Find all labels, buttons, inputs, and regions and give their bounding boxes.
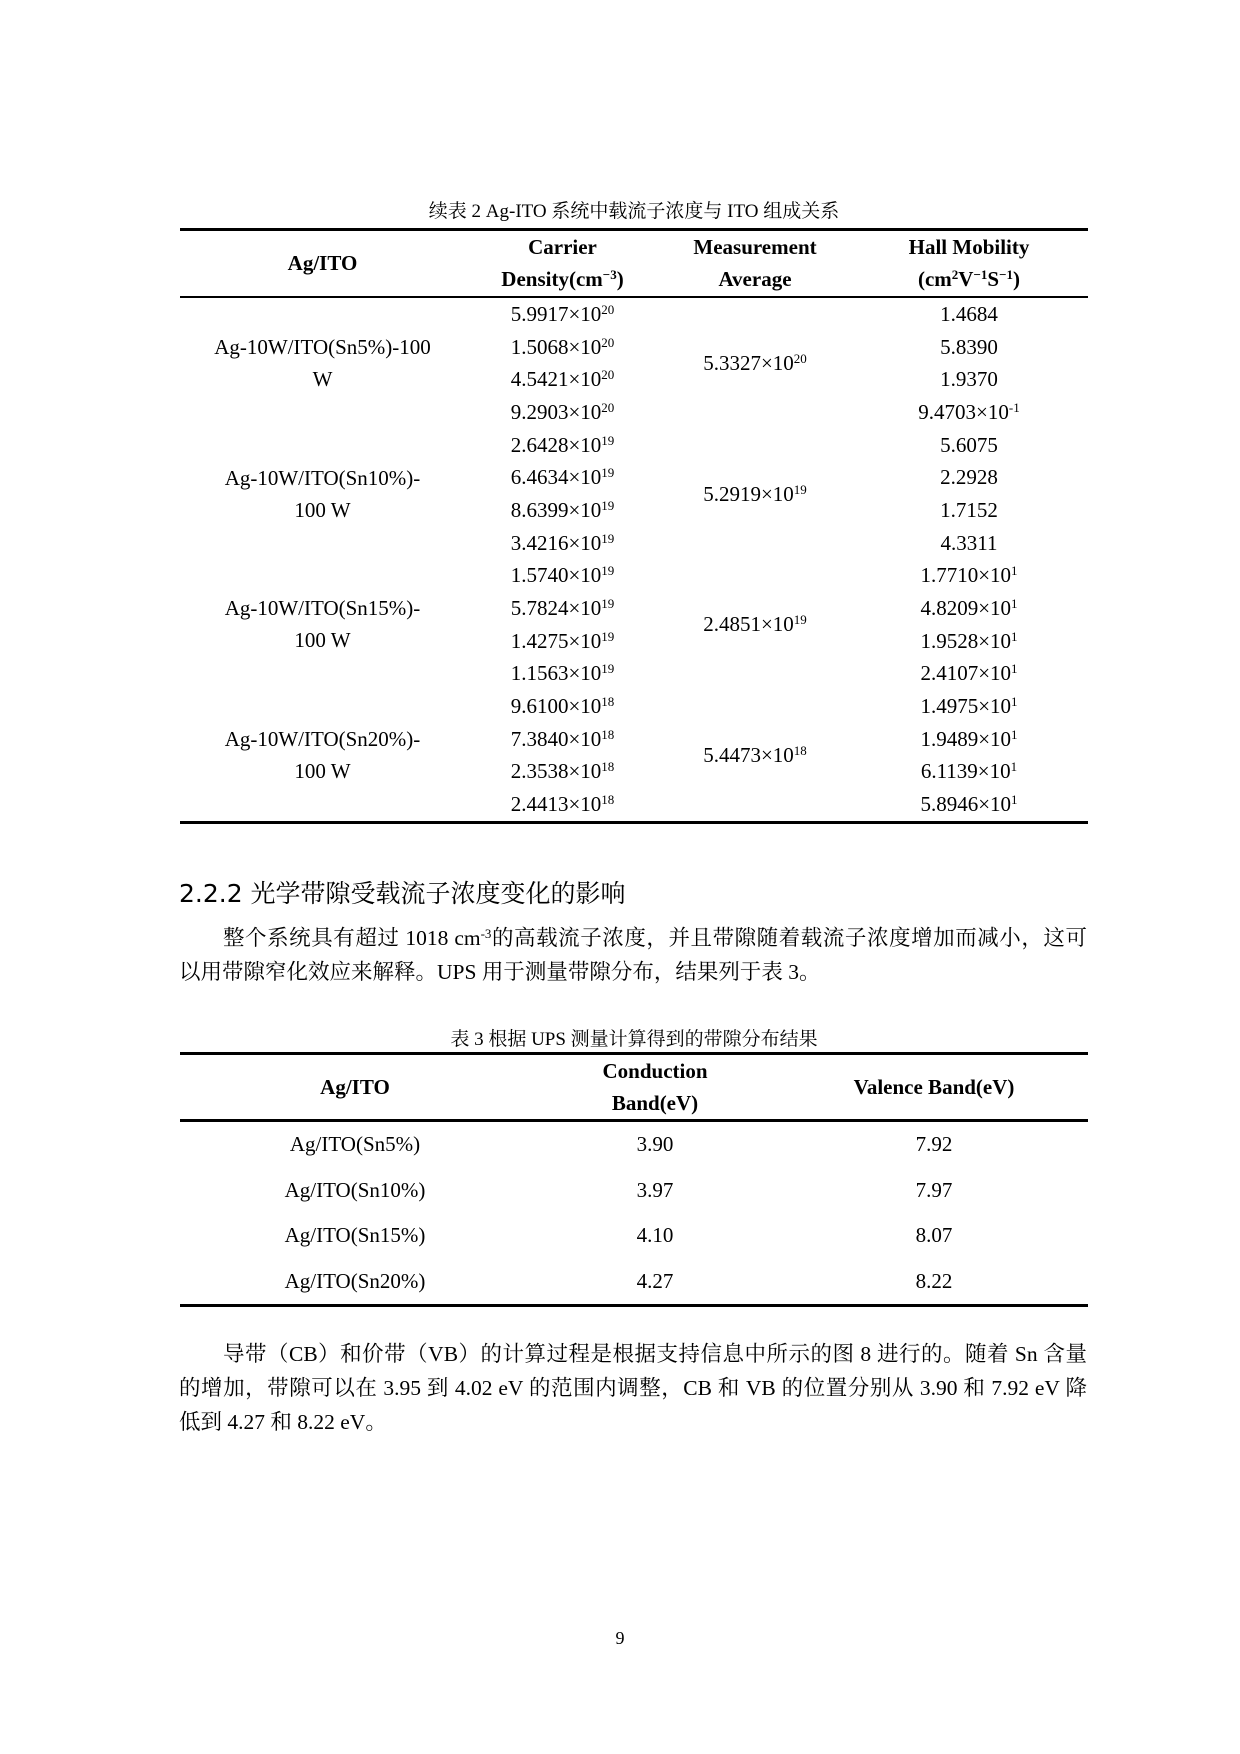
- hall-mobility-cell: [850, 396, 1088, 429]
- mantissa: 5.2919×10: [703, 481, 794, 506]
- exponent: -1: [1008, 399, 1020, 415]
- hall-mobility-cell: [850, 592, 1088, 625]
- measurement-average-cell: [660, 690, 850, 822]
- sample-line2: 100 W: [294, 497, 351, 522]
- sample-cell: Ag/ITO(Sn15%): [284, 1223, 426, 1248]
- carrier-density-cell: [465, 624, 660, 657]
- table-header-row: [180, 230, 1088, 297]
- hall-mobility-cell: [850, 330, 1088, 363]
- conduction-band-cell: 3.97: [636, 1177, 674, 1202]
- sample-line1: Ag-10W/ITO(Sn20%)-: [224, 727, 421, 752]
- mantissa: 5.8390: [940, 334, 998, 359]
- carrier-density-cell: [465, 396, 660, 429]
- hall-mobility-cell: [850, 559, 1088, 592]
- hall-mobility-cell: [850, 657, 1088, 690]
- hall-mobility-cell: [850, 755, 1088, 788]
- mantissa: 5.3327×10: [703, 350, 794, 375]
- mantissa: 5.9917×10: [510, 301, 602, 326]
- exponent: 1: [1011, 628, 1018, 644]
- sample-cell: [180, 690, 465, 822]
- hall-mobility-cell: [850, 428, 1088, 461]
- carrier-density-cell: [465, 461, 660, 494]
- carrier-density-cell: [465, 526, 660, 559]
- mantissa: 6.1139×10: [920, 759, 1011, 784]
- mantissa: 1.4975×10: [920, 694, 1012, 719]
- sample-line1: Ag-10W/ITO(Sn5%)-100: [214, 334, 431, 359]
- header-ag-ito: Ag/ITO: [320, 1075, 390, 1099]
- sample-cell: [180, 559, 465, 690]
- exponent: 19: [601, 465, 615, 481]
- mantissa: 8.6399×10: [510, 497, 602, 522]
- mantissa: 5.4473×10: [703, 743, 794, 768]
- carrier-density-cell: [465, 755, 660, 788]
- exponent: 1: [1011, 694, 1018, 710]
- mantissa: 9.2903×10: [510, 399, 602, 424]
- conduction-band-cell: 4.27: [636, 1268, 674, 1293]
- mantissa: 1.9370: [940, 367, 998, 392]
- exponent: 1: [1011, 661, 1018, 677]
- mantissa: 4.8209×10: [920, 596, 1012, 621]
- table2-caption: 续表 2 Ag-ITO 系统中载流子浓度与 ITO 组成关系: [428, 201, 840, 222]
- valence-band-cell: 8.22: [915, 1268, 953, 1293]
- sample-cell: Ag/ITO(Sn10%): [284, 1177, 426, 1202]
- exponent: 20: [601, 334, 615, 350]
- header-conduction-band: Conduction Band(eV): [602, 1059, 708, 1115]
- sample-line1: Ag-10W/ITO(Sn10%)-: [224, 465, 421, 490]
- exponent: 19: [601, 563, 615, 579]
- table3-caption: 表 3 根据 UPS 测量计算得到的带隙分布结果: [450, 1029, 818, 1050]
- mantissa: 1.9528×10: [920, 628, 1012, 653]
- header-measurement-average: Measurement Average: [693, 235, 817, 292]
- exponent: 19: [601, 596, 615, 612]
- exponent: 1: [1011, 792, 1018, 808]
- exponent: 19: [601, 497, 615, 513]
- mantissa: 2.2928: [940, 465, 998, 490]
- sample-cell: [180, 297, 465, 429]
- carrier-density-cell: [465, 559, 660, 592]
- exponent: 19: [601, 628, 615, 644]
- measurement-average-cell: [660, 428, 850, 559]
- exponent: 1: [1011, 726, 1018, 742]
- carrier-density-cell: [465, 657, 660, 690]
- exponent: 19: [601, 661, 615, 677]
- mantissa: 9.6100×10: [510, 694, 602, 719]
- sample-line2: 100 W: [294, 759, 351, 784]
- header-carrier-density: Carrier $Density(cm^{-3})$: [501, 235, 624, 292]
- table-row: [180, 690, 1088, 723]
- hall-mobility-cell: [850, 526, 1088, 559]
- header-ag-ito: Ag/ITO: [287, 251, 358, 276]
- mantissa: 2.4851×10: [703, 612, 794, 637]
- hall-mobility-cell: [850, 461, 1088, 494]
- mantissa: 4.3311: [940, 530, 998, 555]
- carrier-density-cell: [465, 428, 660, 461]
- carrier-density-cell: [465, 788, 660, 822]
- table-row: [180, 1121, 1088, 1168]
- mantissa: 1.4684: [940, 301, 998, 326]
- sample-cell: Ag/ITO(Sn20%): [284, 1268, 426, 1293]
- conduction-band-cell: 3.90: [636, 1132, 674, 1157]
- mantissa: 1.7710×10: [920, 563, 1012, 588]
- exponent: 1: [1010, 759, 1018, 775]
- mantissa: 5.8946×10: [920, 792, 1012, 817]
- table-row: [180, 1168, 1088, 1214]
- mantissa: 1.5068×10: [510, 334, 602, 359]
- hall-mobility-cell: [850, 788, 1088, 822]
- mantissa: 2.6428×10: [510, 432, 602, 457]
- mantissa: 5.6075: [940, 432, 998, 457]
- mantissa: 6.4634×10: [510, 465, 602, 490]
- table-row: [180, 1259, 1088, 1306]
- mantissa: 2.3538×10: [510, 759, 602, 784]
- paragraph-1: 整个系统具有超过 1018 $cm^{-3}$的高载流子浓度，并且带隙随着载流子浓度增加而减小，这可以用带隙窄化效应来解释。UPS 用于测量带隙分布，结果列于表 3。: [179, 926, 1087, 984]
- table-row: [180, 428, 1088, 461]
- measurement-average-cell: [660, 559, 850, 690]
- carrier-density-cell: [465, 297, 660, 331]
- paragraph-2: 导带（CB）和价带（VB）的计算过程是根据支持信息中所示的图 8 进行的。随着 Sn 含量的增加，带隙可以在 3.95 到 4.02 eV 的范围内调整，CB 和 VB 的位置分别从 3.90 和 7.92 eV 降低到 4.27 和 8.22 eV。: [179, 1342, 1087, 1434]
- exponent: 20: [601, 301, 615, 317]
- hall-mobility-cell: [850, 494, 1088, 527]
- mantissa: 1.7152: [940, 497, 998, 522]
- table-row: [180, 559, 1088, 592]
- header-hall-mobility: Hall Mobility $(cm^2V^{-1}S^{-1})$: [908, 235, 1030, 292]
- mantissa: 9.4703×10: [918, 399, 1009, 424]
- hall-mobility-cell: [850, 722, 1088, 755]
- measurement-average-cell: [660, 297, 850, 429]
- sample-cell: [180, 428, 465, 559]
- band-gap-table: [180, 1052, 1088, 1307]
- sample-cell: Ag/ITO(Sn5%): [289, 1132, 421, 1157]
- table-row: [180, 297, 1088, 331]
- carrier-density-cell: [465, 690, 660, 723]
- exponent: 19: [601, 530, 615, 546]
- mantissa: 5.7824×10: [510, 596, 602, 621]
- mantissa: 1.1563×10: [510, 661, 602, 686]
- exponent: 19: [793, 481, 807, 497]
- mantissa: 4.5421×10: [510, 367, 602, 392]
- mantissa: 7.3840×10: [510, 726, 602, 751]
- exponent: 18: [601, 759, 615, 775]
- table-row: [180, 1213, 1088, 1259]
- mantissa: 2.4107×10: [920, 661, 1012, 686]
- mantissa: 1.5740×10: [510, 563, 602, 588]
- exponent: 18: [601, 792, 615, 808]
- exponent: 1: [1011, 596, 1018, 612]
- page-number: 9: [615, 1628, 625, 1648]
- exponent: 20: [601, 367, 615, 383]
- sample-line2: 100 W: [294, 628, 351, 653]
- carrier-density-cell: [465, 592, 660, 625]
- carrier-density-cell: [465, 494, 660, 527]
- mantissa: 3.4216×10: [510, 530, 602, 555]
- carrier-density-cell: [465, 330, 660, 363]
- exponent: 18: [601, 726, 615, 742]
- sample-line1: Ag-10W/ITO(Sn15%)-: [224, 596, 421, 621]
- valence-band-cell: 7.97: [915, 1177, 953, 1202]
- mantissa: 1.9489×10: [920, 726, 1012, 751]
- header-valence-band: Valence Band(eV): [853, 1075, 1015, 1099]
- exponent: 18: [793, 743, 807, 759]
- mantissa: 2.4413×10: [510, 792, 602, 817]
- valence-band-cell: 7.92: [915, 1132, 953, 1157]
- carrier-density-table: [180, 228, 1088, 824]
- exponent: 20: [601, 399, 615, 415]
- exponent: 18: [601, 694, 615, 710]
- carrier-density-cell: [465, 363, 660, 396]
- sample-line2: W: [312, 366, 333, 391]
- exponent: 20: [793, 350, 807, 366]
- exponent: 19: [793, 612, 807, 628]
- conduction-band-cell: 4.10: [636, 1223, 674, 1248]
- hall-mobility-cell: [850, 363, 1088, 396]
- exponent: 1: [1011, 563, 1018, 579]
- table-header-row: [180, 1054, 1088, 1121]
- exponent: 19: [601, 432, 615, 448]
- hall-mobility-cell: [850, 690, 1088, 723]
- hall-mobility-cell: [850, 624, 1088, 657]
- section-heading: 2.2.2 光学带隙受载流子浓度变化的影响: [179, 879, 626, 908]
- mantissa: 1.4275×10: [510, 628, 602, 653]
- carrier-density-cell: [465, 722, 660, 755]
- valence-band-cell: 8.07: [915, 1223, 953, 1248]
- hall-mobility-cell: [850, 297, 1088, 331]
